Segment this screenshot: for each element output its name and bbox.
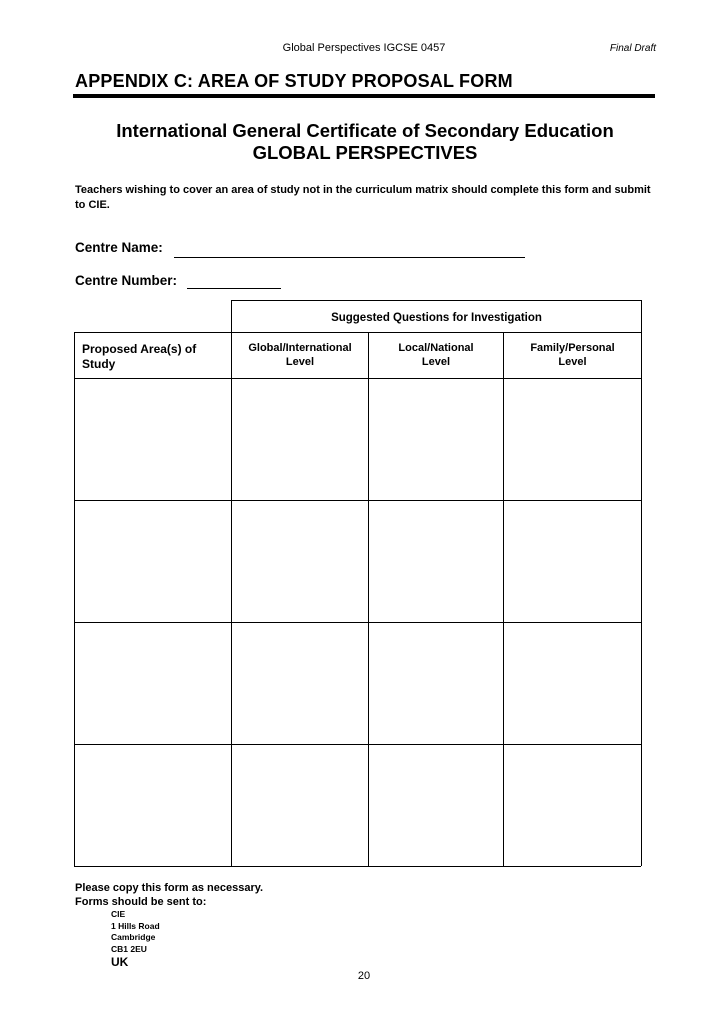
row3-family-cell[interactable] xyxy=(504,623,641,744)
exam-title xyxy=(75,120,655,164)
suggested-questions-header: Suggested Questions for Investigation xyxy=(331,312,542,324)
address-line-postcode: CB1 2EU xyxy=(111,943,147,954)
table-rule-header xyxy=(74,332,641,333)
address-line-country: UK xyxy=(111,955,129,969)
address-line-street: 1 Hills Road xyxy=(111,920,160,931)
appendix-title: APPENDIX C: AREA OF STUDY PROPOSAL FORM xyxy=(75,71,513,91)
centre-name-field[interactable] xyxy=(75,240,163,255)
family-level-header-line1: Family/Personal xyxy=(530,342,615,354)
page-number: 20 xyxy=(357,970,371,982)
row2-area-cell[interactable] xyxy=(75,501,231,622)
send-note: Forms should be sent to: xyxy=(75,896,207,908)
global-level-header-line1: Global/International xyxy=(248,342,352,354)
title-rule xyxy=(73,94,655,98)
draft-label: Final Draft xyxy=(609,43,656,54)
table-rule-right xyxy=(641,300,642,866)
family-level-header-line2: Level xyxy=(558,356,587,368)
centre-name-input-line[interactable] xyxy=(174,257,525,258)
row1-area-cell[interactable] xyxy=(75,379,231,500)
row2-global-cell[interactable] xyxy=(232,501,368,622)
centre-number-field[interactable] xyxy=(75,273,177,288)
exam-title-line1: International General Certificate of Secondary Education xyxy=(116,120,614,141)
row4-family-cell[interactable] xyxy=(504,745,641,866)
row2-local-cell[interactable] xyxy=(369,501,503,622)
row4-global-cell[interactable] xyxy=(232,745,368,866)
exam-title-line2: GLOBAL PERSPECTIVES xyxy=(252,142,478,163)
row1-local-cell[interactable] xyxy=(369,379,503,500)
local-level-header-line1: Local/National xyxy=(398,342,474,354)
centre-number-label: Centre Number: xyxy=(75,273,178,288)
family-level-header xyxy=(504,341,641,369)
row3-area-cell[interactable] xyxy=(75,623,231,744)
centre-number-input-line[interactable] xyxy=(187,288,281,289)
intro-text: Teachers wishing to cover an area of study not in the curriculum matrix should complete this form and submit to CIE. xyxy=(75,184,651,211)
copy-note: Please copy this form as necessary. xyxy=(75,882,264,894)
row3-local-cell[interactable] xyxy=(369,623,503,744)
local-level-header xyxy=(369,341,503,369)
row3-global-cell[interactable] xyxy=(232,623,368,744)
table-rule-bottom xyxy=(74,866,641,867)
running-header: Global Perspectives IGCSE 0457 xyxy=(282,42,446,54)
global-level-header-line2: Level xyxy=(285,356,315,368)
row4-local-cell[interactable] xyxy=(369,745,503,866)
mailing-address xyxy=(111,909,160,969)
address-line-org: CIE xyxy=(111,909,126,919)
row4-area-cell[interactable] xyxy=(75,745,231,866)
table-rule-top xyxy=(231,300,641,301)
centre-name-label: Centre Name: xyxy=(75,240,163,255)
global-level-header xyxy=(232,341,368,369)
proposed-area-header: Proposed Area(s) of Study xyxy=(82,342,197,371)
address-line-city: Cambridge xyxy=(111,932,156,942)
local-level-header-line2: Level xyxy=(421,356,451,368)
row1-family-cell[interactable] xyxy=(504,379,641,500)
row1-global-cell[interactable] xyxy=(232,379,368,500)
row2-family-cell[interactable] xyxy=(504,501,641,622)
